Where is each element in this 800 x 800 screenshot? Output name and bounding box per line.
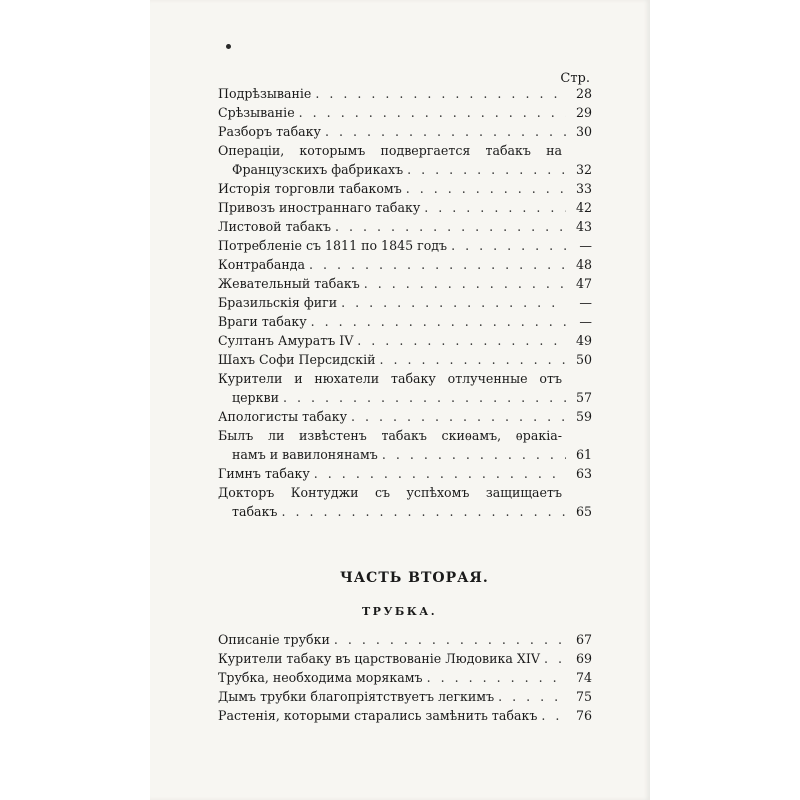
entry-page: 76 — [575, 708, 592, 723]
entry-page: 74 — [575, 670, 592, 685]
dot-leader — [283, 388, 566, 407]
entry-page: 65 — [575, 504, 592, 519]
toc-entry — [218, 369, 592, 407]
entry-title: Операціи, которымъ подвергается табакъ на — [218, 143, 562, 158]
toc-entry — [218, 179, 592, 198]
toc-entry — [218, 141, 592, 179]
entry-title-continuation: церкви — [232, 390, 279, 405]
entry-title: Курители табаку въ царствованіе Людовика XIV — [218, 651, 540, 666]
entry-page: 33 — [575, 181, 592, 196]
table-of-contents-part-one — [218, 70, 592, 521]
dot-leader — [335, 217, 566, 236]
entry-title: Докторъ Контуджи съ успѣхомъ защищаетъ — [218, 485, 562, 500]
entry-page: 32 — [575, 162, 592, 177]
entry-title: Былъ ли извѣстенъ табакъ скиѳамъ, ѳракіа- — [218, 428, 562, 443]
entry-page: 67 — [575, 632, 592, 647]
entry-page: 47 — [575, 276, 592, 291]
toc-entry — [218, 706, 592, 725]
entry-page: 59 — [575, 409, 592, 424]
dot-leader — [299, 103, 566, 122]
dot-leader — [325, 122, 566, 141]
toc-entry — [218, 350, 592, 369]
entry-title: Описаніе трубки — [218, 632, 330, 647]
dot-leader — [498, 687, 566, 706]
dot-leader — [451, 236, 566, 255]
entry-title: Дымъ трубки благопріятствуетъ легкимъ — [218, 689, 495, 704]
dot-leader — [380, 350, 566, 369]
dot-leader — [314, 464, 566, 483]
dot-leader — [541, 706, 566, 725]
entry-title: Срѣзываніе — [218, 105, 295, 120]
entry-page: 42 — [575, 200, 592, 215]
dot-leader — [315, 84, 566, 103]
entry-title: Подрѣзываніе — [218, 86, 312, 101]
entry-page: 69 — [575, 651, 592, 666]
entry-page: 61 — [575, 447, 592, 462]
dot-leader — [406, 179, 566, 198]
entry-title: Исторія торговли табакомъ — [218, 181, 402, 196]
toc-entry — [218, 668, 592, 687]
section-title: ТРУБКА. — [362, 605, 438, 618]
toc-entry — [218, 331, 592, 350]
entry-title: Листовой табакъ — [218, 219, 332, 234]
entry-page: 43 — [575, 219, 592, 234]
entry-page: 30 — [575, 124, 592, 139]
entry-title: Враги табаку — [218, 314, 307, 329]
entry-title: Жевательный табакъ — [218, 276, 360, 291]
toc-entry — [218, 198, 592, 217]
dot-leader — [351, 407, 566, 426]
ink-dot — [226, 44, 231, 49]
toc-entry — [218, 293, 592, 312]
entry-title: Разборъ табаку — [218, 124, 321, 139]
toc-entry — [218, 255, 592, 274]
toc-entry — [218, 217, 592, 236]
entry-page: — — [579, 314, 592, 329]
entry-page: 48 — [575, 257, 592, 272]
entry-title: Привозъ иностраннаго табаку — [218, 200, 421, 215]
dot-leader — [407, 160, 566, 179]
dot-leader — [334, 630, 566, 649]
entry-title: Султанъ Амуратъ IV — [218, 333, 354, 348]
entry-title: Апологисты табаку — [218, 409, 347, 424]
entry-title: Курители и нюхатели табаку отлученные отъ — [218, 371, 562, 386]
entry-title: Растенія, которыми старались замѣнить табакъ — [218, 708, 538, 723]
toc-entry — [218, 407, 592, 426]
entry-page: 63 — [575, 466, 592, 481]
toc-entry — [218, 483, 592, 521]
toc-entry — [218, 274, 592, 293]
entry-title-continuation: намъ и вавилонянамъ — [232, 447, 378, 462]
toc-entry — [218, 236, 592, 255]
entry-page: 57 — [575, 390, 592, 405]
toc-entry — [218, 312, 592, 331]
dot-leader — [341, 293, 566, 312]
dot-leader — [382, 445, 566, 464]
entry-page: 28 — [575, 86, 592, 101]
entry-page: 50 — [575, 352, 592, 367]
dot-leader — [424, 198, 566, 217]
toc-entry — [218, 649, 592, 668]
dot-leader — [364, 274, 566, 293]
entry-title-continuation: табакъ — [232, 504, 278, 519]
toc-entry — [218, 122, 592, 141]
entry-title: Гимнъ табаку — [218, 466, 310, 481]
toc-entry — [218, 630, 592, 649]
entry-title: Потребленіе съ 1811 по 1845 годъ — [218, 238, 448, 253]
toc-entry — [218, 84, 592, 103]
dot-leader — [311, 312, 566, 331]
entry-page: 29 — [575, 105, 592, 120]
entry-title: Шахъ Софи Персидскій — [218, 352, 376, 367]
table-of-contents-part-two — [218, 630, 592, 725]
part-title: ЧАСТЬ ВТОРАЯ. — [340, 570, 489, 586]
dot-leader — [427, 668, 566, 687]
page-column-header: Стр. — [560, 71, 590, 86]
entry-page: — — [579, 238, 592, 253]
entry-title: Бразильскія фиги — [218, 295, 338, 310]
toc-entry — [218, 426, 592, 464]
toc-entry — [218, 464, 592, 483]
dot-leader — [281, 502, 566, 521]
dot-leader — [309, 255, 566, 274]
entry-page: 75 — [575, 689, 592, 704]
entry-title: Контрабанда — [218, 257, 306, 272]
dot-leader — [544, 649, 566, 668]
toc-entry — [218, 103, 592, 122]
entry-title-continuation: Французскихъ фабрикахъ — [232, 162, 404, 177]
toc-entry — [218, 687, 592, 706]
entry-page: 49 — [575, 333, 592, 348]
dot-leader — [357, 331, 566, 350]
entry-page: — — [579, 295, 592, 310]
entry-title: Трубка, необходима морякамъ — [218, 670, 423, 685]
